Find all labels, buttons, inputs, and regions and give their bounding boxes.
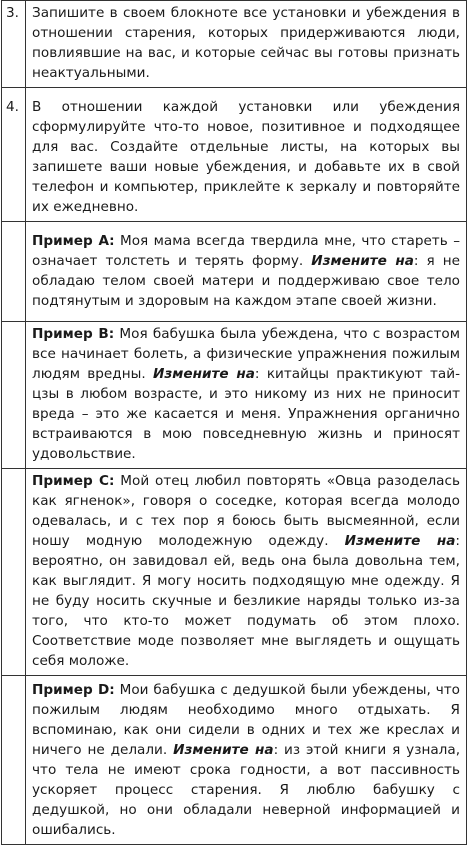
example-after: : китайцы практикуют тай-цзы в любом возрасте, и это никому из них не приносит вреда – это же касается и меня. Упражнения органично встраиваются в мою повседневную жизнь и приносят удовольствие. [32,366,461,462]
exercise-table [1,0,467,845]
table-row [2,1,467,88]
example-text [26,322,467,469]
example-row [2,676,467,845]
example-text [26,222,467,322]
example-label: Пример В: [32,326,115,342]
row-text: Запишите в своем блокноте все установки и убеждения в отношении старения, которых придерживаются люди, повлиявшие на вас, и которые сейчас вы готовы признать неактуальными. [26,1,467,88]
change-label: Измените на [152,366,255,382]
example-label: Пример С: [32,473,115,489]
example-before: Мои бабушка с дедушкой были убеждены, что пожилым людям необходимо много отдыхать. Я вспоминаю, как они сидели в одних и тех же креслах и ничего не делали. [32,682,460,758]
change-label: Измените на [173,742,274,758]
row-text: В отношении каждой установки или убеждения сформулируйте что-то новое, позитивное и подходящее для вас. Создайте отдельные листы, на которых вы запишете ваши новые убеждения, и добавьте их в свой телефон и компьютер, приклейте к зеркалу и повторяйте их ежедневно. [26,88,467,222]
example-after: : из этой книги я узнала, что тела не имеют срока годности, а вот пассивность ускоряет процесс старения. Я люблю бабушку с дедушкой, но они обладали неверной информацией и ошибались. [32,742,461,838]
example-label: Пример D: [32,682,115,698]
example-row [2,322,467,469]
empty-number-cell [2,469,26,676]
row-number: 3. [2,1,26,88]
example-row [2,469,467,676]
example-label: Пример А: [32,233,115,249]
empty-number-cell [2,322,26,469]
example-text [26,676,467,845]
example-before: Моя мама всегда твердила мне, что стареть – означает толстеть и терять форму. [32,233,460,269]
example-before: Моя бабушка была убеждена, что с возрастом все начинает болеть, а физические упражнения пожилым людям вредны. [32,326,460,382]
example-before: Мой отец любил повторять «Овца разоделась как ягненок», говоря о соседке, которая всегда молодо одевалась, и с тех пор я боюсь быть высмеянной, если ношу модную молодежную одежду. [32,473,460,549]
change-label: Измените на [311,253,414,269]
empty-number-cell [2,676,26,845]
row-number: 4. [2,88,26,222]
example-row [2,222,467,322]
change-label: Измените на [344,533,456,549]
empty-number-cell [2,222,26,322]
example-text [26,469,467,676]
example-after: : я не обладаю телом своей матери и поддерживаю свое тело подтянутым и здоровым на каждом этапе своей жизни. [32,253,460,309]
example-after: : вероятно, он завидовал ей, ведь она была довольна тем, как выглядит. Я могу носить подходящую мне одежду. Я не буду носить скучные и безликие наряды только из-за того, что кто-то может подумать об этом плохо. Соответствие моде позволяет мне выглядеть и ощущать себя моложе. [32,533,461,669]
table-row [2,88,467,222]
